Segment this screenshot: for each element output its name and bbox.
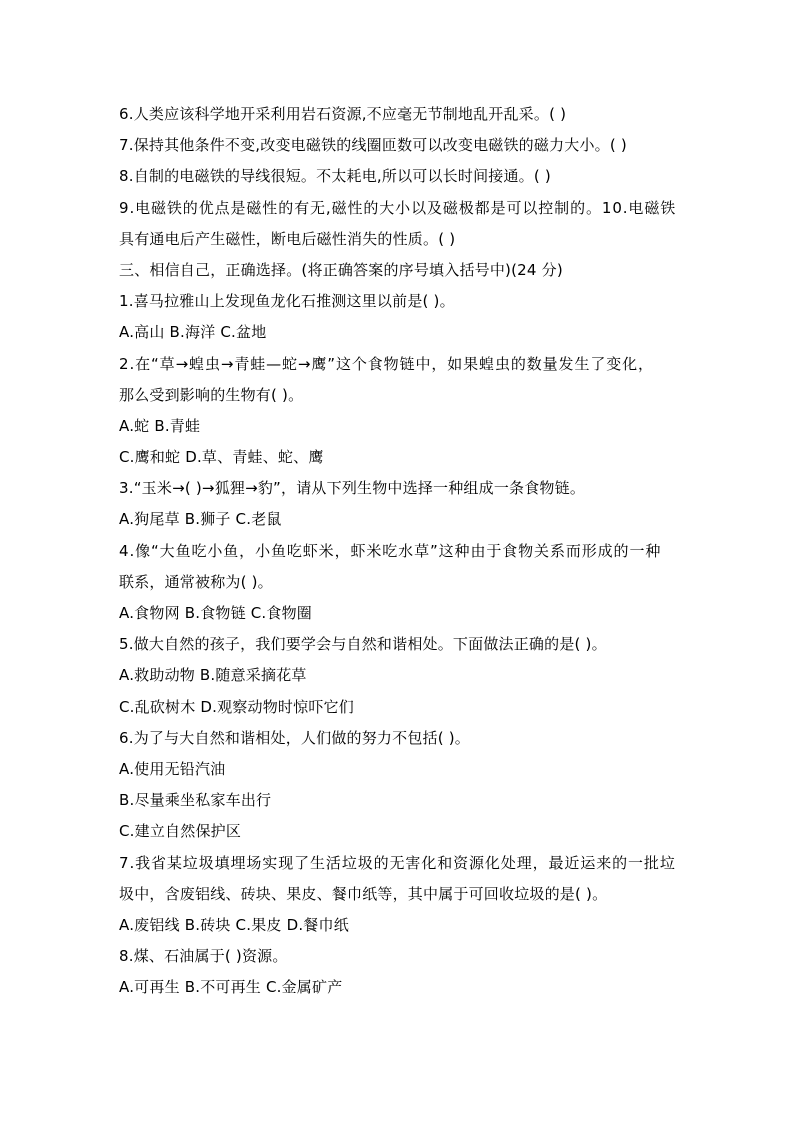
choice-question-4-continued: 联系，通常被称为( )。 (119, 572, 273, 591)
choice-question-5-options-c-d: C.乱砍树木 D.观察动物时惊吓它们 (119, 697, 354, 716)
choice-question-2: 2.在“草→蝗虫→青蛙—蛇→鹰”这个食物链中，如果蝗虫的数量发生了变化， (119, 354, 654, 373)
choice-question-8: 8.煤、石油属于( )资源。 (119, 947, 288, 966)
choice-question-4: 4.像“大鱼吃小鱼，小鱼吃虾米，虾米吃水草”这种由于食物关系而形成的一种 (119, 541, 662, 560)
choice-question-7-continued: 圾中，含废铝线、砖块、果皮、餐巾纸等，其中属于可回收垃圾的是( )。 (119, 884, 608, 903)
true-false-question-6: 6.人类应该科学地开采利用岩石资源,不应毫无节制地乱开乱采。( ) (119, 105, 567, 123)
choice-question-7: 7.我省某垃圾填埋场实现了生活垃圾的无害化和资源化处理，最近运来的一批垃 (119, 853, 676, 872)
document-content (119, 99, 683, 1003)
choice-question-7-options: A.废铝线 B.砖块 C.果皮 D.餐巾纸 (119, 915, 349, 934)
section-three-heading: 三、相信自己，正确选择。(将正确答案的序号填入括号中)(24 分) (119, 260, 563, 279)
choice-question-3: 3.“玉米→( )→狐狸→豹”，请从下列生物中选择一种组成一条食物链。 (119, 479, 586, 498)
choice-question-6-option-b: B.尽量乘坐私家车出行 (119, 791, 272, 810)
choice-question-4-options: A.食物网 B.食物链 C.食物圈 (119, 604, 313, 622)
choice-question-6-option-a: A.使用无铅汽油 (119, 759, 226, 778)
choice-question-2-options-c-d: C.鹰和蛇 D.草、青蛙、蛇、鹰 (119, 448, 324, 467)
choice-question-8-options: A.可再生 B.不可再生 C.金属矿产 (119, 978, 343, 997)
choice-question-5-options-a-b: A.救助动物 B.随意采摘花草 (119, 666, 307, 685)
choice-question-2-continued: 那么受到影响的生物有( )。 (119, 385, 304, 404)
true-false-question-8: 8.自制的电磁铁的导线很短。不太耗电,所以可以长时间接通。( ) (119, 167, 551, 186)
choice-question-2-options-a-b: A.蛇 B.青蛙 (119, 416, 201, 435)
true-false-question-7: 7.保持其他条件不变,改变电磁铁的线圈匝数可以改变电磁铁的磁力大小。( ) (119, 136, 627, 155)
choice-question-3-options: A.狗尾草 B.狮子 C.老鼠 (119, 510, 282, 529)
choice-question-6: 6.为了与大自然和谐相处，人们做的努力不包括( )。 (119, 728, 470, 747)
choice-question-1: 1.喜马拉雅山上发现鱼龙化石推测这里以前是( )。 (119, 292, 455, 311)
true-false-question-9-10: 9.电磁铁的优点是磁性的有无,磁性的大小以及磁极都是可以控制的。10.电磁铁 (119, 198, 677, 217)
choice-question-5: 5.做大自然的孩子，我们要学会与自然和谐相处。下面做法正确的是( )。 (119, 635, 607, 654)
true-false-question-10-continued: 具有通电后产生磁性，断电后磁性消失的性质。( ) (119, 229, 456, 248)
choice-question-1-options: A.高山 B.海洋 C.盆地 (119, 323, 267, 342)
choice-question-6-option-c: C.建立自然保护区 (119, 822, 242, 841)
